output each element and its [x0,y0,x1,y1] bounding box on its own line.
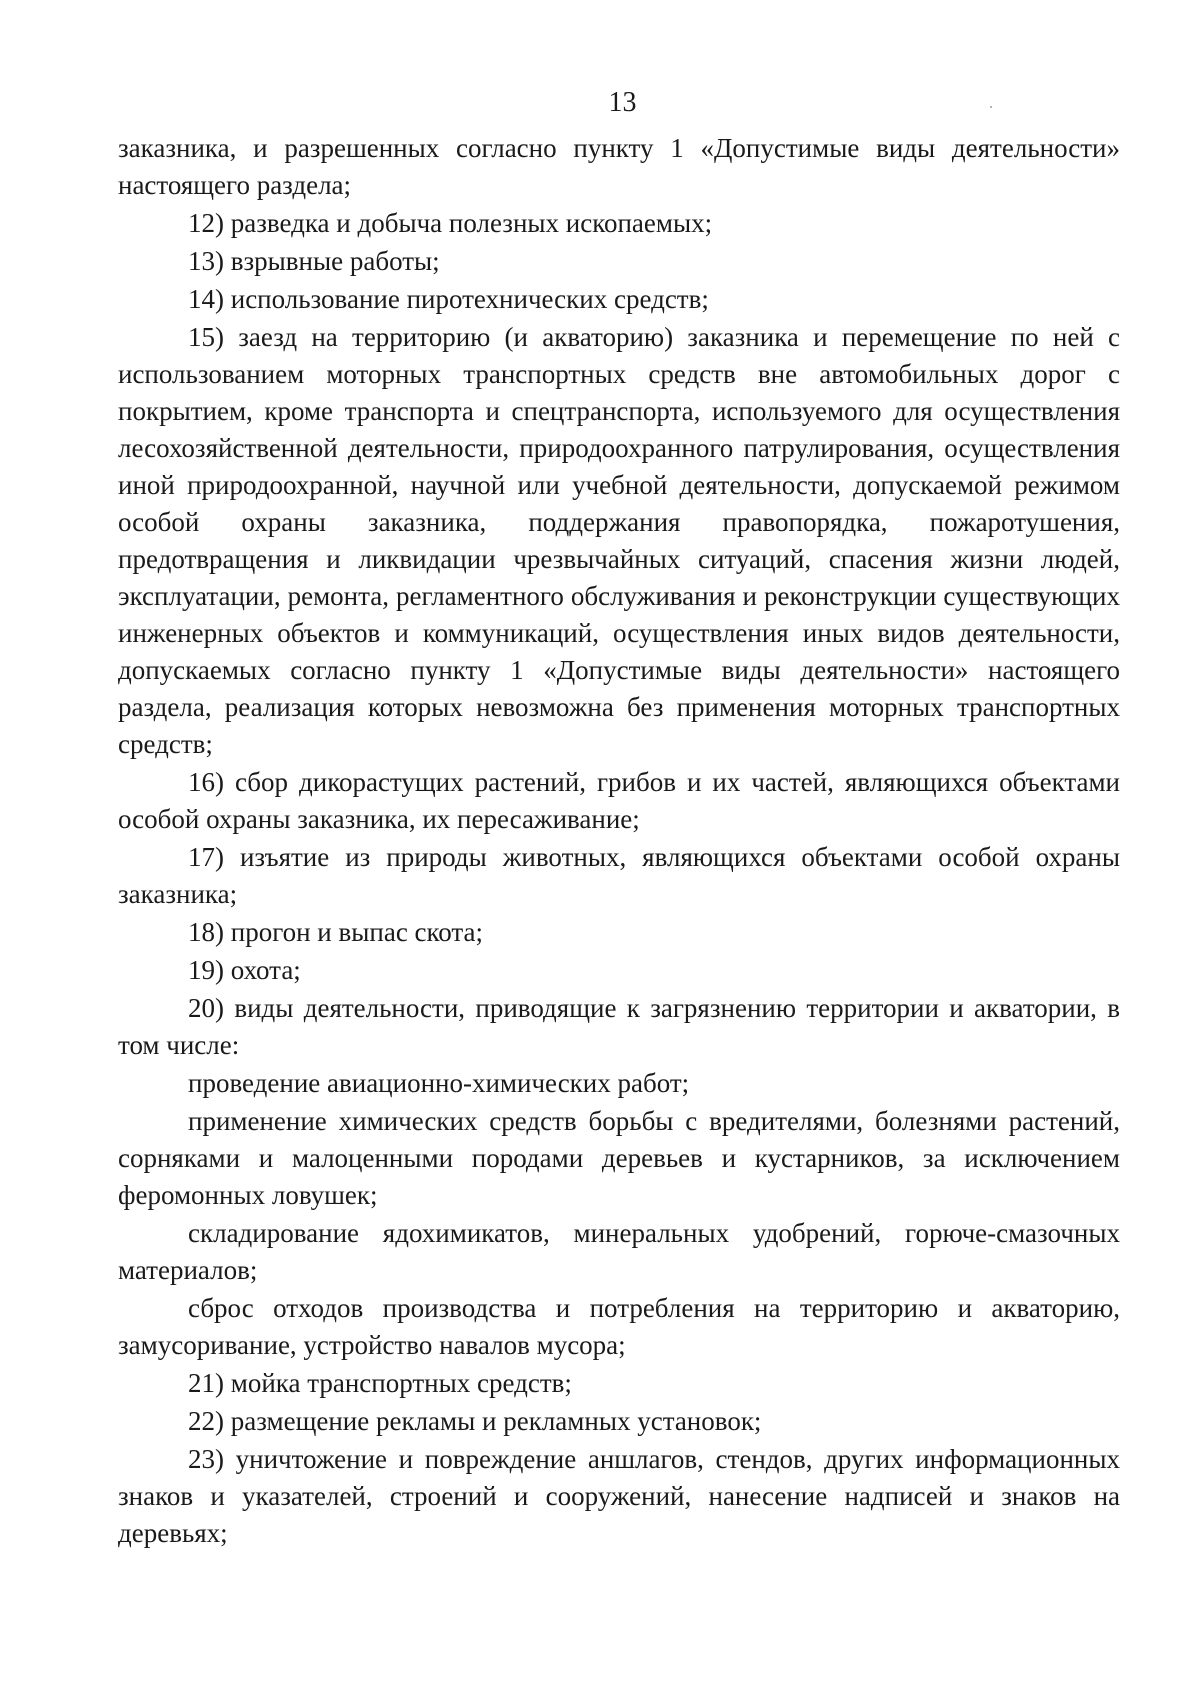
list-item-13: 13) взрывные работы; [188,246,440,276]
list-item-15: 15) заезд на территорию (и акваторию) заказника и перемещение по ней с использованием моторных транспортных средств вне автомобильных дорог с покрытием, кроме транспорта и спецтранспорта, используемого для осуществления лесохозяйственной деятельности, природоохранного патрулирования, осуществления иной природоохранной, научной или учебной деятельности, допускаемой режимом особой охраны заказника, поддержания правопорядка, пожаротушения, предотвращения и ликвидации чрезвычайных ситуаций, спасения жизни людей, эксплуатации, ремонта, регламентного обслуживания и реконструкции существующих инженерных объектов и коммуникаций, осуществления иных видов деятельности, допускаемых согласно пункту 1 «Допустимые виды деятельности» настоящего раздела, реализация которых невозможна без применения моторных транспортных средств; [118,322,1120,759]
list-item-21: 21) мойка транспортных средств; [188,1368,572,1398]
paragraph-continuation: заказника, и разрешенных согласно пункту 1 «Допустимые виды деятельности» настоящего раздела; [118,133,1120,200]
scan-artifact-dot [990,106,992,108]
list-item-17: 17) изъятие из природы животных, являющихся объектами особой охраны заказника; [118,842,1120,909]
page-number: 13 [608,87,637,118]
list-item-20-sub-4: сброс отходов производства и потребления на территорию и акваторию, замусоривание, устройство навалов мусора; [118,1293,1120,1360]
list-item-20-sub-2: применение химических средств борьбы с вредителями, болезнями растений, сорняками и малоценными породами деревьев и кустарников, за исключением феромонных ловушек; [118,1106,1120,1210]
list-item-20-sub-3: складирование ядохимикатов, минеральных удобрений, горюче-смазочных материалов; [118,1218,1120,1285]
list-item-12: 12) разведка и добыча полезных ископаемых; [188,208,713,238]
list-item-19: 19) охота; [188,955,301,985]
list-item-14: 14) использование пиротехнических средств; [188,284,709,314]
list-item-20-sub-1: проведение авиационно-химических работ; [188,1068,690,1098]
list-item-20: 20) виды деятельности, приводящие к загрязнению территории и акватории, в том числе: [118,993,1120,1060]
list-item-22: 22) размещение рекламы и рекламных установок; [188,1406,762,1436]
list-item-23: 23) уничтожение и повреждение аншлагов, стендов, других информационных знаков и указателей, строений и сооружений, нанесение надписей и знаков на деревьях; [118,1444,1120,1548]
list-item-16: 16) сбор дикорастущих растений, грибов и их частей, являющихся объектами особой охраны заказника, их пересаживание; [118,767,1120,834]
list-item-18: 18) прогон и выпас скота; [188,917,484,947]
document-body [118,130,1120,1553]
